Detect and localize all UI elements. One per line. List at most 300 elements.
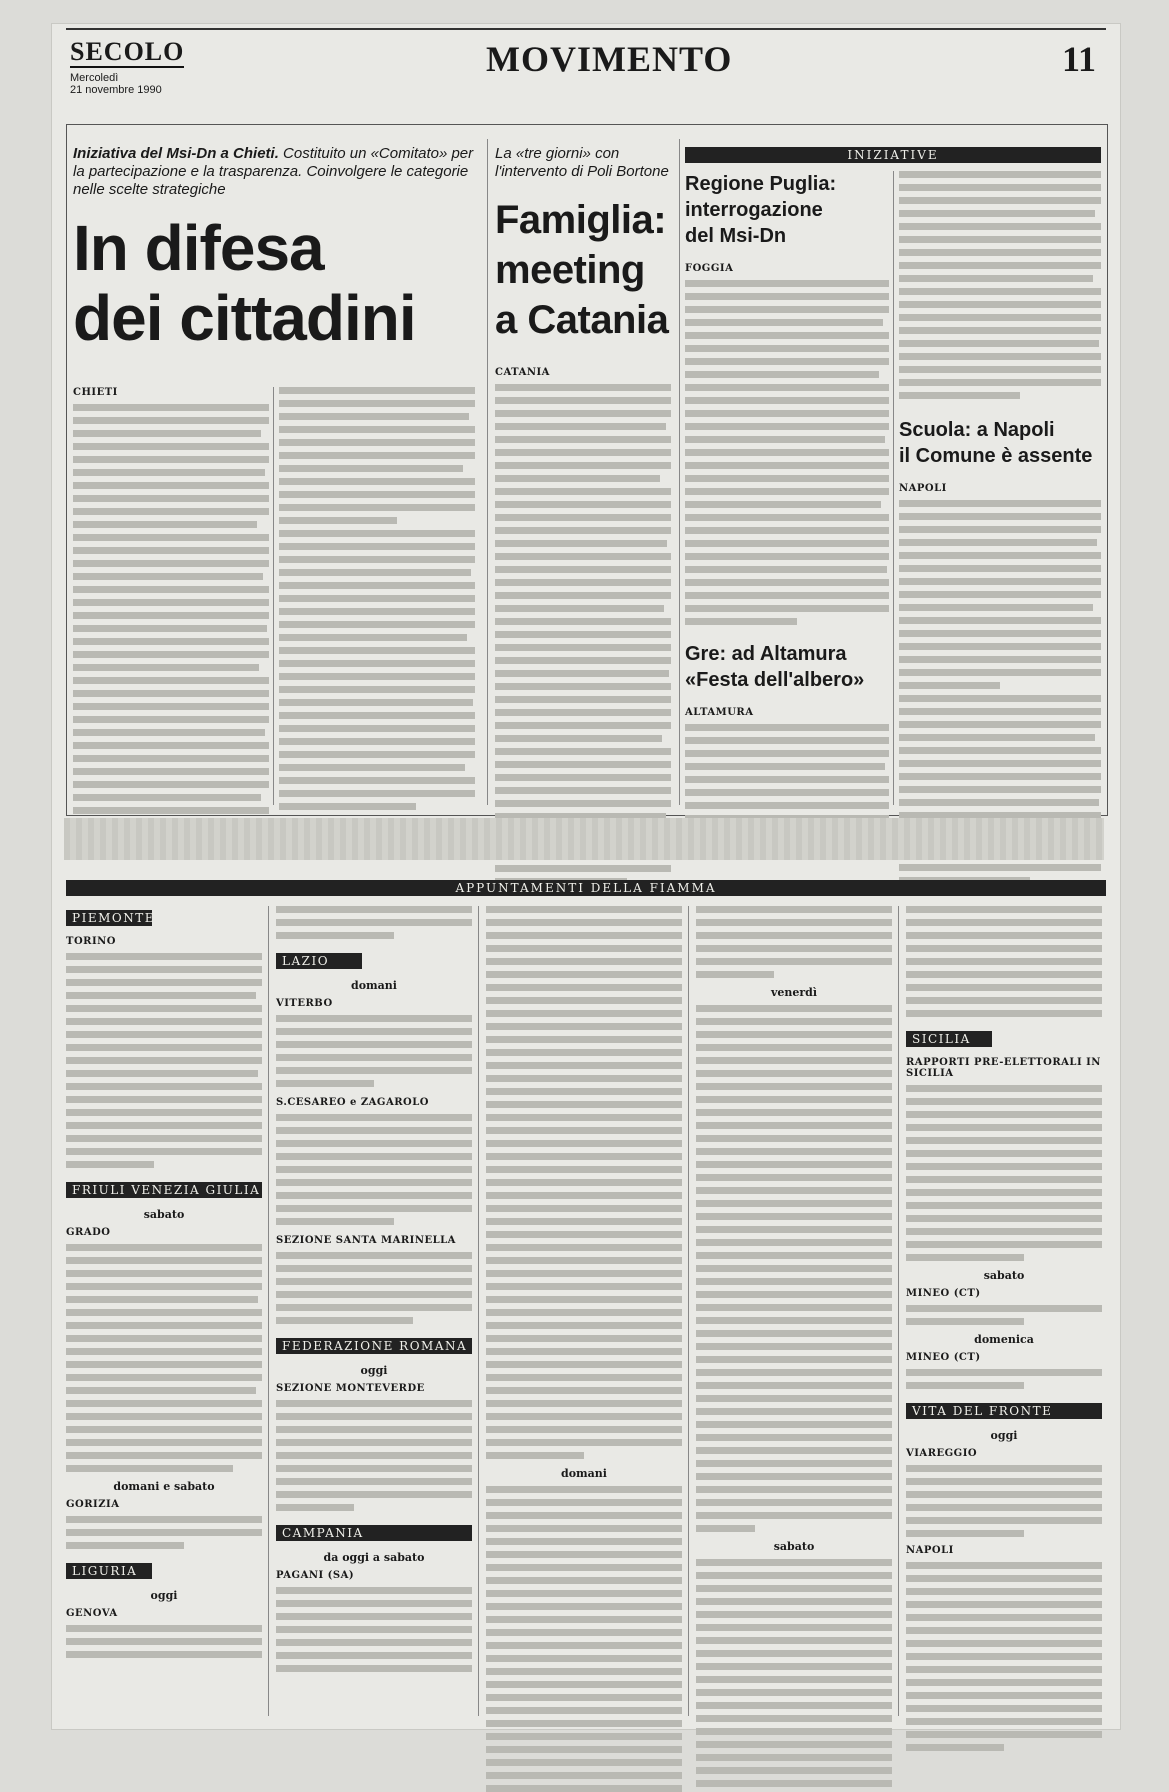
text-line: [685, 332, 889, 339]
article-chieti-kicker-text: Costituito un «Comitato» per la partecipazione e la trasparenza. Coinvolgere le categorie nelle scelte strategiche: [73, 145, 474, 198]
region-liguria: LIGURIA: [66, 1563, 152, 1579]
text-line: [696, 1343, 892, 1350]
text-line: [276, 1317, 413, 1324]
text-line: [66, 1257, 262, 1264]
text-line: [279, 686, 475, 693]
text-line: [899, 379, 1101, 386]
text-line: [906, 1478, 1102, 1485]
text-line: [66, 1283, 262, 1290]
text-line: [899, 695, 1101, 702]
text-line: [495, 514, 671, 521]
text-line: [495, 800, 671, 807]
text-line: [73, 690, 269, 697]
text-line: [696, 1278, 892, 1285]
text-line: [66, 1070, 258, 1077]
text-line: [66, 1096, 262, 1103]
article-catania-headline-line: a Catania: [495, 298, 669, 342]
text-line: [906, 1491, 1102, 1498]
text-line: [495, 397, 671, 404]
text-line: [906, 1601, 1102, 1608]
text-line: [276, 1218, 394, 1225]
text-line: [486, 1335, 682, 1342]
text-line: [486, 1218, 682, 1225]
text-line: [899, 184, 1101, 191]
text-line: [279, 738, 475, 745]
text-line: [73, 599, 269, 606]
text-line: [906, 932, 1102, 939]
sicilia-body: [906, 1085, 1102, 1261]
text-line: [899, 513, 1101, 520]
text-line: [899, 249, 1101, 256]
text-line: [73, 716, 269, 723]
article-catania-dateline: CATANIA: [495, 367, 550, 378]
text-line: [495, 709, 671, 716]
text-line: [66, 1529, 262, 1536]
text-line: [906, 1562, 1102, 1569]
text-line: [486, 1010, 682, 1017]
sicilia-body-2: [906, 1305, 1102, 1325]
issue-date-text: 21 novembre 1990: [70, 84, 162, 96]
text-line: [279, 582, 475, 589]
text-line: [899, 288, 1101, 295]
text-line: [899, 500, 1101, 507]
text-line: [279, 426, 475, 433]
text-line: [73, 755, 269, 762]
text-line: [906, 1614, 1102, 1621]
article-catania-body: [495, 384, 671, 885]
text-line: [66, 1031, 262, 1038]
text-line: [66, 1439, 262, 1446]
text-line: [696, 1005, 892, 1012]
article-napoli-headline-line: Scuola: a Napoli: [899, 419, 1055, 441]
text-line: [696, 1122, 892, 1129]
text-line: [696, 1728, 892, 1735]
text-line: [899, 210, 1095, 217]
text-line: [276, 1278, 472, 1285]
text-line: [276, 1639, 472, 1646]
text-line: [486, 1694, 682, 1701]
text-line: [486, 1564, 682, 1571]
text-line: [906, 1318, 1024, 1325]
text-line: [899, 682, 1000, 689]
article-chieti-col1: [73, 387, 269, 827]
text-line: [66, 1413, 262, 1420]
article-catania-headline: [495, 195, 671, 345]
text-line: [685, 724, 889, 731]
text-line: [486, 1283, 682, 1290]
text-line: [696, 1317, 892, 1324]
text-line: [486, 1374, 682, 1381]
text-line: [685, 579, 889, 586]
text-line: [276, 1626, 472, 1633]
text-line: [899, 526, 1101, 533]
column-rule: [679, 139, 680, 805]
federazione-romana-day: oggi: [360, 1364, 388, 1377]
text-line: [279, 491, 475, 498]
col4-body-2: [696, 1005, 892, 1532]
sicilia-day-2: domenica: [974, 1333, 1034, 1346]
column-rule: [268, 906, 269, 1716]
text-line: [906, 1575, 1102, 1582]
col4-body: [696, 906, 892, 978]
federazione-romana-lead: SEZIONE MONTEVERDE: [276, 1383, 425, 1394]
lazio-body-2: [276, 1114, 472, 1225]
text-line: [66, 1322, 262, 1329]
text-line: [276, 1067, 472, 1074]
vita-del-fronte-body: [906, 1465, 1102, 1537]
text-line: [696, 1265, 892, 1272]
issue-date: [70, 72, 162, 96]
text-line: [696, 1304, 892, 1311]
text-line: [486, 1023, 682, 1030]
region-campania: CAMPANIA: [276, 1525, 472, 1541]
text-line: [73, 742, 269, 749]
text-line: [906, 1163, 1102, 1170]
text-line: [73, 495, 269, 502]
lazio-lead: VITERBO: [276, 998, 333, 1009]
text-line: [899, 708, 1101, 715]
text-line: [899, 353, 1101, 360]
col5-body: [906, 906, 1102, 1017]
liguria-day: oggi: [150, 1589, 178, 1602]
text-line: [696, 1585, 892, 1592]
article-gre-dateline: ALTAMURA: [685, 707, 754, 718]
sicilia-body-3: [906, 1369, 1102, 1389]
text-line: [495, 761, 671, 768]
text-line: [279, 634, 467, 641]
text-line: [486, 1668, 682, 1675]
text-line: [276, 1192, 472, 1199]
text-line: [276, 1205, 472, 1212]
text-line: [486, 1062, 682, 1069]
text-line: [906, 1085, 1102, 1092]
text-line: [486, 1733, 682, 1740]
text-line: [66, 1135, 262, 1142]
text-line: [66, 979, 262, 986]
sicilia-day: sabato: [983, 1269, 1025, 1282]
text-line: [66, 1057, 262, 1064]
text-line: [906, 919, 1102, 926]
column-rule: [478, 906, 479, 1716]
text-line: [486, 1101, 682, 1108]
text-line: [685, 527, 889, 534]
text-line: [495, 774, 671, 781]
text-line: [486, 1759, 682, 1766]
text-line: [66, 1361, 262, 1368]
text-line: [486, 1387, 682, 1394]
text-line: [906, 1202, 1102, 1209]
text-line: [276, 1426, 472, 1433]
region-federazione-romana: FEDERAZIONE ROMANA: [276, 1338, 472, 1354]
campania-lead: PAGANI (SA): [276, 1570, 355, 1581]
text-line: [906, 945, 1102, 952]
text-line: [66, 1018, 262, 1025]
text-line: [73, 664, 259, 671]
text-line: [696, 1780, 892, 1787]
text-line: [899, 721, 1101, 728]
text-line: [66, 1651, 262, 1658]
text-line: [906, 1150, 1102, 1157]
text-line: [279, 673, 475, 680]
text-line: [495, 722, 671, 729]
text-line: [899, 760, 1101, 767]
article-napoli-headline-line: il Comune è assente: [899, 445, 1093, 467]
text-line: [685, 776, 889, 783]
text-line: [276, 1465, 472, 1472]
text-line: [696, 945, 892, 952]
col3-body-2: [486, 1486, 682, 1792]
column-rule: [487, 139, 488, 805]
text-line: [696, 1109, 892, 1116]
text-line: [486, 1512, 682, 1519]
text-line: [279, 517, 397, 524]
text-line: [685, 462, 889, 469]
text-line: [696, 1096, 892, 1103]
text-line: [279, 803, 416, 810]
article-puglia-headline-line: Regione Puglia:: [685, 173, 837, 195]
text-line: [486, 1127, 682, 1134]
text-line: [486, 1525, 682, 1532]
text-line: [276, 1413, 472, 1420]
text-line: [696, 1057, 892, 1064]
text-line: [696, 1689, 892, 1696]
text-line: [276, 906, 472, 913]
text-line: [906, 1705, 1102, 1712]
text-line: [906, 1640, 1102, 1647]
text-line: [66, 1387, 256, 1394]
text-line: [906, 1228, 1102, 1235]
text-line: [685, 436, 885, 443]
text-line: [486, 1720, 682, 1727]
text-line: [899, 552, 1101, 559]
text-line: [66, 1083, 262, 1090]
text-line: [73, 443, 269, 450]
text-line: [906, 1692, 1102, 1699]
text-line: [276, 1452, 472, 1459]
text-line: [486, 1179, 682, 1186]
text-line: [899, 275, 1093, 282]
liguria-lead: GENOVA: [66, 1608, 118, 1619]
text-line: [66, 1516, 262, 1523]
text-line: [906, 1653, 1102, 1660]
text-line: [685, 605, 889, 612]
text-line: [685, 501, 881, 508]
region-lazio: LAZIO: [276, 953, 362, 969]
text-line: [486, 1192, 682, 1199]
text-line: [696, 1650, 892, 1657]
text-line: [906, 1254, 1024, 1261]
text-line: [66, 1335, 262, 1342]
text-line: [73, 547, 269, 554]
iniziative-bar: INIZIATIVE: [685, 147, 1101, 163]
text-line: [73, 534, 269, 541]
text-line: [696, 1499, 892, 1506]
region-piemonte: PIEMONTE: [66, 910, 152, 926]
text-line: [696, 1663, 892, 1670]
text-line: [906, 958, 1102, 965]
text-line: [906, 1718, 1102, 1725]
text-line: [696, 971, 774, 978]
text-line: [495, 501, 671, 508]
text-line: [276, 1613, 472, 1620]
col3-body: [486, 906, 682, 1459]
text-line: [276, 1080, 374, 1087]
text-line: [899, 565, 1101, 572]
text-line: [906, 1369, 1102, 1376]
text-line: [696, 919, 892, 926]
text-line: [66, 1109, 262, 1116]
text-line: [279, 725, 475, 732]
text-line: [66, 1296, 258, 1303]
text-line: [899, 197, 1101, 204]
text-line: [66, 1638, 262, 1645]
text-line: [906, 971, 1102, 978]
text-line: [906, 1305, 1102, 1312]
text-line: [906, 1176, 1102, 1183]
text-line: [486, 984, 682, 991]
text-line: [486, 1486, 682, 1493]
text-line: [486, 1590, 682, 1597]
text-line: [279, 751, 475, 758]
piemonte-body: [66, 953, 262, 1168]
region-friuli: FRIULI VENEZIA GIULIA: [66, 1182, 262, 1198]
text-line: [899, 340, 1099, 347]
text-line: [276, 1587, 472, 1594]
text-line: [696, 1135, 892, 1142]
col4-body-3: [696, 1559, 892, 1787]
text-line: [899, 604, 1093, 611]
text-line: [685, 763, 885, 770]
article-chieti-body: [73, 404, 269, 827]
text-line: [495, 527, 671, 534]
text-line: [906, 1530, 1024, 1537]
text-line: [73, 677, 269, 684]
text-line: [73, 781, 269, 788]
text-line: [279, 569, 471, 576]
text-line: [73, 430, 261, 437]
text-line: [279, 660, 475, 667]
text-line: [495, 423, 666, 430]
text-line: [486, 1629, 682, 1636]
text-line: [66, 1148, 262, 1155]
text-line: [906, 1111, 1102, 1118]
text-line: [486, 1538, 682, 1545]
region-vita-del-fronte: VITA DEL FRONTE: [906, 1403, 1102, 1419]
liguria-body: [66, 1625, 262, 1658]
text-line: [486, 1426, 682, 1433]
text-line: [906, 1241, 1102, 1248]
text-line: [495, 670, 669, 677]
text-line: [906, 1010, 1102, 1017]
text-line: [906, 1504, 1102, 1511]
text-line: [495, 683, 671, 690]
text-line: [276, 1252, 472, 1259]
text-line: [279, 478, 475, 485]
text-line: [696, 1598, 892, 1605]
text-line: [486, 1616, 682, 1623]
article-chieti-headline: [73, 213, 483, 353]
text-line: [696, 1741, 892, 1748]
text-line: [66, 1005, 262, 1012]
text-line: [696, 1382, 892, 1389]
text-line: [279, 504, 475, 511]
text-line: [495, 735, 662, 742]
appuntamenti-section: [66, 880, 1106, 896]
column-rule: [893, 171, 894, 805]
text-line: [495, 748, 671, 755]
text-line: [685, 358, 889, 365]
text-line: [279, 387, 475, 394]
text-line: [486, 1577, 682, 1584]
text-line: [276, 1140, 472, 1147]
text-line: [906, 1744, 1004, 1751]
text-line: [495, 644, 671, 651]
text-line: [73, 508, 269, 515]
section-title: MOVIMENTO: [486, 39, 733, 79]
text-line: [696, 1702, 892, 1709]
text-line: [486, 1681, 682, 1688]
page-number: 11: [1061, 39, 1096, 79]
article-napoli-dateline: NAPOLI: [899, 483, 947, 494]
text-line: [66, 1542, 184, 1549]
article-chieti-col2: [279, 387, 475, 810]
lazio-lead-2: S.CESAREO e ZAGAROLO: [276, 1097, 429, 1108]
text-line: [66, 1374, 262, 1381]
text-line: [486, 1088, 682, 1095]
text-line: [899, 773, 1101, 780]
text-line: [276, 1054, 472, 1061]
text-line: [73, 469, 265, 476]
text-line: [486, 1322, 682, 1329]
text-line: [276, 919, 472, 926]
text-line: [899, 392, 1020, 399]
text-line: [696, 1624, 892, 1631]
text-line: [899, 656, 1101, 663]
text-line: [685, 750, 889, 757]
article-gre-continued: [899, 171, 1101, 884]
text-line: [495, 540, 667, 547]
friuli-body: [66, 1244, 262, 1472]
text-line: [899, 539, 1097, 546]
text-line: [279, 595, 475, 602]
text-line: [279, 777, 475, 784]
text-line: [899, 864, 1101, 871]
text-line: [276, 1652, 472, 1659]
text-line: [685, 345, 889, 352]
vita-del-fronte-lead-2: NAPOLI: [906, 1545, 954, 1556]
appuntamenti-col-5: [906, 906, 1102, 1751]
iniziative-section: [685, 147, 1101, 163]
text-line: [696, 1070, 892, 1077]
text-line: [66, 1122, 262, 1129]
text-line: [906, 1666, 1102, 1673]
text-line: [495, 787, 671, 794]
text-line: [486, 1642, 682, 1649]
article-puglia-headline: [685, 171, 889, 249]
text-line: [486, 1499, 682, 1506]
text-line: [685, 553, 889, 560]
text-line: [899, 643, 1101, 650]
text-line: [73, 586, 269, 593]
text-line: [906, 1517, 1102, 1524]
text-line: [906, 1465, 1102, 1472]
text-line: [696, 1031, 892, 1038]
appuntamenti-col-4: [696, 906, 892, 1787]
text-line: [279, 439, 475, 446]
text-line: [66, 966, 262, 973]
text-line: [696, 1187, 892, 1194]
text-line: [906, 1189, 1102, 1196]
